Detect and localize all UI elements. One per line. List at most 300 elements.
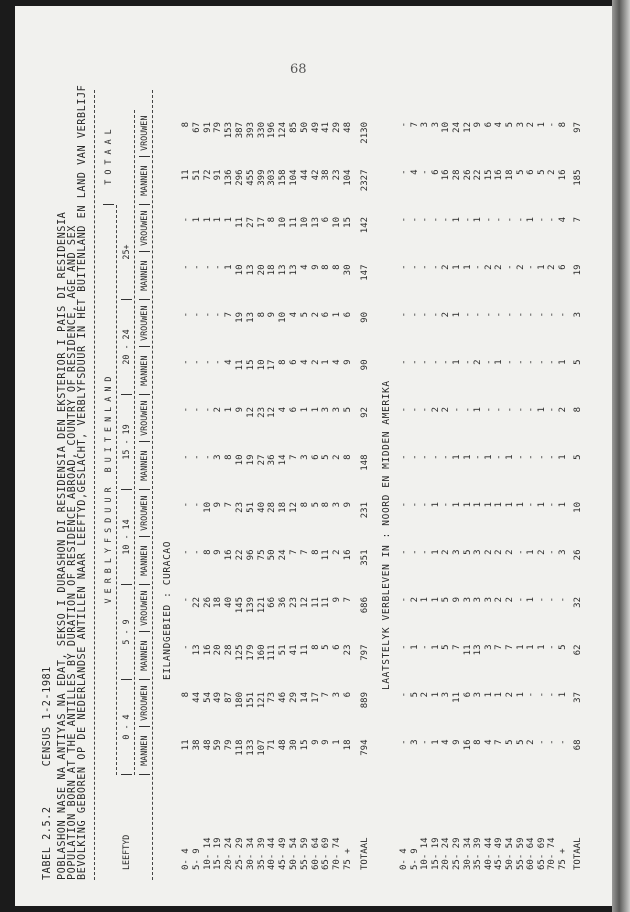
table-cell: -	[420, 739, 431, 745]
table-cell: 12	[289, 502, 299, 513]
table-cell: 71	[267, 739, 278, 751]
table-cell: -	[191, 359, 202, 365]
table-cell: 1	[536, 644, 547, 650]
table-cell: 4	[409, 169, 420, 175]
table-cell: -	[505, 359, 515, 365]
table-cell: 87	[224, 692, 235, 703]
table-cell: -	[191, 312, 202, 318]
table-cell: 1	[409, 644, 420, 650]
table-cell: 5	[310, 502, 321, 508]
table-cell: 104	[343, 169, 353, 186]
table-cell: 27	[256, 454, 267, 466]
table-cell: 23	[289, 597, 299, 608]
table-cell: -	[536, 217, 547, 223]
age-group-label: 5- 9	[191, 848, 202, 870]
table-cell: -	[494, 312, 505, 318]
table-cell: 22	[191, 597, 202, 608]
total-cell: 90	[360, 312, 370, 323]
table-cell: 10	[278, 312, 289, 323]
table-row	[332, 110, 343, 870]
table-cell: 18	[505, 169, 515, 181]
table-cell: 393	[245, 122, 256, 139]
table-cell: -	[191, 264, 202, 270]
total-cell: 37	[573, 692, 583, 703]
table-cell: 28	[452, 169, 462, 181]
table-cell: 24	[452, 122, 462, 133]
total-cell: 351	[360, 549, 370, 566]
table-cell: 11	[235, 359, 245, 371]
table-cell: 16	[202, 644, 213, 656]
table-cell: -	[181, 264, 191, 270]
table-cell: 28	[224, 644, 235, 656]
table-cell: -	[181, 454, 191, 460]
table-cell: -	[202, 359, 213, 365]
table-row	[257, 110, 268, 870]
table-cell: -	[452, 407, 462, 413]
page-number: 68	[290, 62, 307, 77]
table-cell: -	[430, 359, 441, 365]
table-cell: -	[399, 597, 409, 603]
age-group-label: 40- 44	[267, 837, 278, 870]
age-group-label: 15- 19	[430, 837, 441, 870]
table-cell: 1	[515, 502, 526, 508]
table-cell: 5	[299, 312, 310, 318]
table-cell: 30	[289, 739, 299, 751]
table-cell: 40	[256, 502, 267, 513]
total-cell: 32	[573, 597, 583, 608]
duration-group-0: 0 - 4	[121, 680, 132, 775]
table-cell: 4	[483, 739, 494, 745]
table-cell: 2	[483, 549, 494, 555]
total-cell: 797	[360, 644, 370, 661]
age-group-label: 75 +	[343, 848, 353, 870]
table-cell: 8	[181, 122, 191, 128]
table-cell: 8	[224, 454, 235, 460]
table-row	[420, 110, 431, 870]
table-cell: 16	[494, 169, 505, 181]
male-header: MANNEN	[139, 253, 150, 301]
table-cell: 11	[310, 597, 321, 608]
table-cell: 26	[462, 169, 473, 181]
table-cell: 2	[505, 549, 515, 555]
table-cell: 8	[299, 502, 310, 508]
table-cell: 2	[310, 359, 321, 365]
table-cell: -	[181, 312, 191, 318]
age-group-label: 50- 54	[289, 837, 299, 870]
table-cell: 6	[526, 169, 537, 175]
table-cell: 1	[558, 359, 568, 365]
table-cell: 1	[430, 739, 441, 745]
table-cell: -	[202, 312, 213, 318]
female-header: VROUWEN	[139, 205, 150, 253]
table-cell: -	[409, 264, 420, 270]
table-cell: -	[213, 264, 224, 270]
table-row	[203, 110, 214, 870]
table-cell: 3	[332, 692, 343, 698]
table-cell: 4	[494, 122, 505, 128]
table-row	[473, 110, 484, 870]
female-header: VROUWEN	[139, 395, 150, 443]
table-cell: 30	[343, 264, 353, 276]
table-cell: 44	[191, 692, 202, 703]
table-cell: -	[420, 407, 431, 413]
table-cell: 29	[332, 122, 343, 133]
table-cell: 180	[235, 692, 245, 709]
table-cell: 2	[505, 692, 515, 698]
table-cell: 18	[213, 597, 224, 608]
divider	[134, 110, 135, 775]
table-cell: 7	[505, 644, 515, 650]
table-cell: -	[547, 122, 558, 128]
table-cell: 6	[343, 312, 353, 318]
table-cell: 13	[191, 644, 202, 656]
table-cell: 1	[420, 597, 431, 603]
table-cell: 73	[267, 692, 278, 703]
table-cell: -	[483, 407, 494, 413]
table-cell: 3	[332, 502, 343, 508]
table-cell: 50	[267, 549, 278, 561]
table-cell: -	[473, 312, 484, 318]
table-cell: 1	[526, 549, 537, 555]
duration-group-5: 25+	[121, 205, 132, 300]
table-cell: 16	[224, 549, 235, 561]
table-cell: 2	[483, 264, 494, 270]
table-cell: 111	[267, 644, 278, 661]
table-cell: -	[213, 312, 224, 318]
age-group-label: 60- 64	[526, 837, 537, 870]
table-row	[526, 110, 537, 870]
table-cell: 5	[343, 407, 353, 413]
table-cell: -	[515, 217, 526, 223]
female-header: VROUWEN	[139, 300, 150, 348]
table-cell: 1	[515, 644, 526, 650]
table-cell: 15	[483, 169, 494, 181]
table-cell: 10	[299, 217, 310, 228]
table-cell: 11	[462, 644, 473, 656]
table-cell: -	[420, 454, 431, 460]
table-cell: 10	[235, 454, 245, 466]
table-cell: 10	[332, 217, 343, 228]
table-cell: -	[441, 454, 452, 460]
female-header: VROUWEN	[139, 110, 150, 158]
table-cell: 2	[441, 312, 452, 318]
table-cell: -	[420, 264, 431, 270]
table-row	[558, 110, 569, 870]
table-cell: 2	[526, 122, 537, 128]
table-cell: 7	[409, 122, 420, 128]
table-cell: 28	[267, 502, 278, 513]
table-cell: 1	[452, 359, 462, 365]
age-group-label: 25- 29	[452, 837, 462, 870]
table-cell: 8	[278, 359, 289, 365]
table-cell: 11	[321, 549, 332, 561]
total-cell: 97	[573, 122, 583, 133]
header-duration-row	[121, 110, 132, 870]
table-cell: 38	[191, 739, 202, 751]
table-cell: 1	[536, 264, 547, 270]
table-cell: 16	[462, 739, 473, 751]
table-cell: -	[430, 454, 441, 460]
age-group-label: 75 +	[558, 848, 568, 870]
table-cell: -	[202, 454, 213, 460]
table-cell: -	[399, 264, 409, 270]
table-cell: 4	[289, 312, 299, 318]
table-cell: 11	[181, 739, 191, 751]
table-id: TABEL 2.5.2 CENSUS 1-2-1981	[42, 666, 53, 880]
table-cell: -	[462, 312, 473, 318]
table-cell: -	[536, 597, 547, 603]
table-cell: 121	[256, 597, 267, 614]
total-cell: 5	[573, 359, 583, 365]
table-cell: -	[430, 217, 441, 223]
table-cell: 139	[245, 597, 256, 614]
table-cell: 303	[267, 169, 278, 186]
table-cell: 2	[526, 739, 537, 745]
table-cell: 36	[278, 597, 289, 608]
total-cell: 3	[573, 312, 583, 318]
total-cell: 62	[573, 644, 583, 656]
table-cell: 1	[494, 502, 505, 508]
table-cell: 2	[473, 359, 484, 365]
header-sex-row	[139, 110, 150, 870]
table-cell: 9	[310, 739, 321, 745]
table-cell: 1	[505, 502, 515, 508]
table-cell: -	[494, 217, 505, 223]
table-row	[343, 110, 354, 870]
table-cell: 38	[321, 169, 332, 181]
table-cell: 24	[278, 549, 289, 561]
table-cell: 7	[289, 454, 299, 460]
table-cell: -	[409, 549, 420, 555]
table-cell: 7	[299, 549, 310, 555]
table-cell: -	[399, 217, 409, 223]
table-cell: 5	[409, 692, 420, 698]
title-english: POPULATION BORN AT THE ANTILLES BY DURATION OF RESIDENCE ABROAD, COUNTRY OF RESIDENCE, AGE AND SEX	[67, 225, 78, 880]
table-cell: 1	[430, 502, 441, 508]
table-cell: 2	[420, 692, 431, 698]
female-header: VROUWEN	[139, 680, 150, 728]
table-cell: 6	[289, 407, 299, 413]
table-cell: -	[505, 264, 515, 270]
age-group-label: 30- 34	[462, 837, 473, 870]
table-row	[192, 110, 203, 870]
table-cell: 20	[256, 264, 267, 276]
table-cell: 2	[441, 549, 452, 555]
table-cell: 1	[462, 454, 473, 460]
table-cell: 91	[213, 169, 224, 181]
table-cell: 104	[289, 169, 299, 186]
table-cell: 15	[245, 359, 256, 371]
table-cell: -	[420, 549, 431, 555]
table-cell: -	[181, 359, 191, 365]
table-cell: 2	[536, 549, 547, 555]
table-cell: 1	[430, 549, 441, 555]
table-cell: -	[202, 407, 213, 413]
table-cell: 5	[441, 597, 452, 603]
table-cell: 1	[202, 217, 213, 223]
table-cell: 6	[321, 217, 332, 223]
age-group-label: 40- 44	[483, 837, 494, 870]
table-cell: 15	[299, 739, 310, 751]
table-cell: -	[399, 739, 409, 745]
male-header: MANNEN	[139, 633, 150, 681]
table-cell: -	[515, 549, 526, 555]
table-cell: -	[536, 454, 547, 460]
table-cell: -	[526, 264, 537, 270]
table-cell: 1	[505, 454, 515, 460]
table-cell: 1	[536, 407, 547, 413]
table-cell: 9	[452, 739, 462, 745]
table-cell: 9	[332, 597, 343, 603]
table-cell: 75	[256, 549, 267, 561]
table-cell: 6	[310, 454, 321, 460]
table-cell: -	[547, 692, 558, 698]
total-cell: 68	[573, 739, 583, 751]
total-cell: 794	[360, 739, 370, 756]
table-cell: -	[494, 454, 505, 460]
table-cell: 13	[245, 264, 256, 276]
table-cell: 3	[483, 597, 494, 603]
table-cell: 13	[310, 217, 321, 228]
table-cell: -	[515, 597, 526, 603]
table-cell: -	[547, 454, 558, 460]
table-cell: -	[547, 359, 558, 365]
table-cell: -	[526, 407, 537, 413]
table-cell: 136	[224, 169, 235, 186]
table-cell: 1	[332, 312, 343, 318]
section-title: LAATSTELYK VERBLEVEN IN : NOORD EN MIDDEN AMERIKA	[381, 380, 392, 690]
age-group-label: 70- 74	[332, 837, 343, 870]
duration-group-2: 10 - 14	[121, 490, 132, 585]
table-row	[235, 110, 246, 870]
table-cell: 3	[483, 644, 494, 650]
age-group-label: 55- 59	[515, 837, 526, 870]
table-cell: 8	[256, 312, 267, 318]
table-cell: 5	[321, 644, 332, 650]
table-cell: -	[399, 454, 409, 460]
age-group-label: 60- 64	[310, 837, 321, 870]
table-cell: 9	[267, 312, 278, 318]
table-cell: -	[213, 359, 224, 365]
table-cell: 3	[473, 692, 484, 698]
table-cell: -	[420, 644, 431, 650]
divider	[94, 90, 95, 880]
table-cell: 44	[299, 169, 310, 181]
table-cell: 1	[224, 217, 235, 223]
table-cell: -	[558, 312, 568, 318]
table-cell: 19	[245, 454, 256, 466]
total-group-label: T O T A A L	[103, 110, 114, 205]
table-cell: -	[547, 407, 558, 413]
age-group-label: 5- 9	[409, 848, 420, 870]
table-cell: 5	[515, 739, 526, 745]
table-cell: 1	[452, 217, 462, 223]
divider	[152, 90, 153, 880]
table-cell: 8	[310, 549, 321, 555]
table-cell: 23	[332, 169, 343, 181]
table-cell: 133	[245, 739, 256, 756]
age-group-label: 70- 74	[547, 837, 558, 870]
table-cell: 41	[321, 122, 332, 133]
table-cell: -	[462, 359, 473, 365]
age-group-label: 20- 24	[441, 837, 452, 870]
table-cell: 6	[289, 359, 299, 365]
table-cell: -	[409, 407, 420, 413]
table-cell: -	[536, 739, 547, 745]
age-group-label: 10- 14	[420, 837, 431, 870]
table-cell: 3	[430, 122, 441, 128]
table-cell: 2	[213, 407, 224, 413]
table-cell: 46	[278, 692, 289, 703]
table-cell: -	[515, 312, 526, 318]
table-cell: 5	[505, 122, 515, 128]
table-cell: 2	[430, 407, 441, 413]
table-cell: -	[547, 549, 558, 555]
table-row	[431, 110, 442, 870]
header-group-row	[103, 110, 114, 870]
table-cell: -	[494, 407, 505, 413]
duration-group-3: 15 - 19	[121, 395, 132, 490]
table-cell: 8	[267, 217, 278, 223]
table-cell: 51	[191, 169, 202, 181]
table-row	[311, 110, 322, 870]
table-cell: 9	[473, 122, 484, 128]
age-group-label: 25- 29	[235, 837, 245, 870]
table-cell: 3	[473, 597, 484, 603]
table-cell: 8	[181, 692, 191, 698]
table-cell: -	[558, 739, 568, 745]
book-edge	[612, 0, 630, 912]
table-row	[213, 110, 224, 870]
male-header: MANNEN	[139, 443, 150, 491]
table-cell: 3	[441, 692, 452, 698]
table-cell: 72	[202, 169, 213, 181]
duration-group-label: V E R B L Y F S D U U R B U I T E N L A N D	[103, 376, 113, 604]
table-row	[410, 110, 421, 870]
table-cell: 9	[452, 597, 462, 603]
table-cell: 118	[235, 739, 245, 756]
table-cell: -	[505, 407, 515, 413]
table-cell: 7	[321, 692, 332, 698]
table-cell: -	[558, 597, 568, 603]
total-row	[360, 110, 371, 870]
table-cell: 1	[526, 217, 537, 223]
table-cell: 1	[526, 644, 537, 650]
table-row	[484, 110, 495, 870]
table-cell: 5	[558, 644, 568, 650]
table-cell: 2	[547, 169, 558, 175]
table-cell: 1	[473, 502, 484, 508]
table-cell: -	[505, 312, 515, 318]
table-cell: 2	[505, 597, 515, 603]
table-cell: 1	[558, 692, 568, 698]
table-cell: 79	[224, 739, 235, 751]
table-cell: -	[547, 597, 558, 603]
table-cell: -	[409, 217, 420, 223]
total-cell: 889	[360, 692, 370, 709]
title-dutch: BEVOLKING GEBOREN OP DE NEDERLANDSE ANTILLEN NAAR LEEFTYD,GESLACHT, VERBLYFSDUUR IN HET BUITENLAND EN LAND VAN VERBLIJF	[77, 84, 88, 880]
table-cell: -	[191, 407, 202, 413]
table-row	[399, 110, 410, 870]
table-cell: 1	[452, 264, 462, 270]
table-cell: 1	[321, 359, 332, 365]
table-cell: 7	[289, 549, 299, 555]
age-group-label: 0- 4	[399, 848, 409, 870]
table-row	[441, 110, 452, 870]
table-cell: 6	[462, 692, 473, 698]
table-cell: 399	[256, 169, 267, 186]
table-cell: 5	[505, 739, 515, 745]
